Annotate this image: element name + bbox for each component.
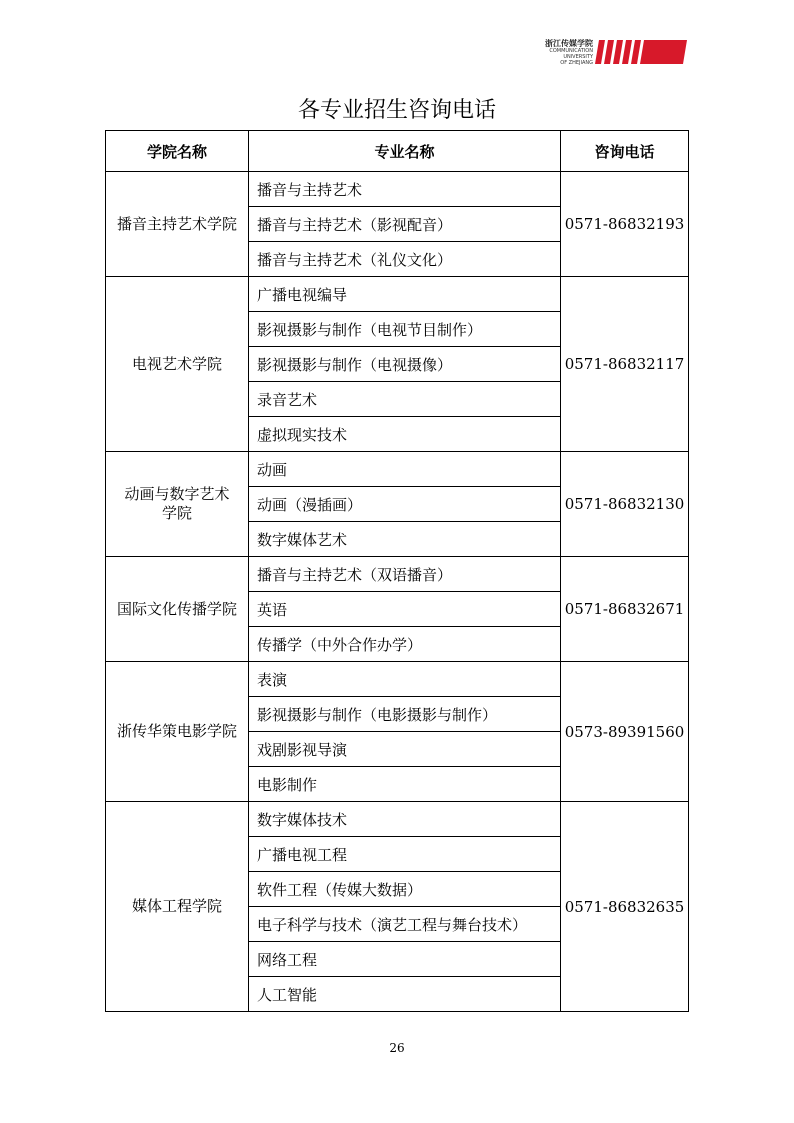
college-name: 媒体工程学院	[106, 802, 249, 1012]
table-header-row	[106, 131, 689, 172]
major-name: 人工智能	[249, 977, 561, 1012]
column-header-major: 专业名称	[249, 131, 561, 172]
major-name: 电子科学与技术（演艺工程与舞台技术）	[249, 907, 561, 942]
major-name: 数字媒体技术	[249, 802, 561, 837]
page-title: 各专业招生咨询电话	[297, 98, 496, 123]
contact-table	[105, 130, 689, 1012]
logo-en-line: COMMUNICATION	[549, 48, 593, 54]
table-row	[106, 277, 689, 312]
table-row	[106, 802, 689, 837]
major-name: 影视摄影与制作（电影摄影与制作）	[249, 697, 561, 732]
major-name: 传播学（中外合作办学）	[249, 627, 561, 662]
logo-emblem-icon	[595, 38, 687, 64]
major-name: 影视摄影与制作（电视摄像）	[249, 347, 561, 382]
table-row	[106, 557, 689, 592]
major-name: 动画	[249, 452, 561, 487]
major-name: 英语	[249, 592, 561, 627]
college-name	[106, 452, 249, 557]
phone-number: 0573-89391560	[561, 662, 689, 802]
college-name: 国际文化传播学院	[106, 557, 249, 662]
table-row	[106, 662, 689, 697]
logo-english-name	[531, 48, 593, 66]
phone-number: 0571-86832193	[561, 172, 689, 277]
major-name: 录音艺术	[249, 382, 561, 417]
college-name: 播音主持艺术学院	[106, 172, 249, 277]
major-name: 戏剧影视导演	[249, 732, 561, 767]
logo-chinese-name: 浙江传媒学院	[545, 38, 593, 48]
college-name-text: 动画与数字艺术学院	[124, 485, 230, 522]
column-header-college: 学院名称	[106, 131, 249, 172]
logo-en-line: UNIVERSITY	[563, 54, 593, 60]
phone-number: 0571-86832117	[561, 277, 689, 452]
college-name: 浙传华策电影学院	[106, 662, 249, 802]
major-name: 影视摄影与制作（电视节目制作）	[249, 312, 561, 347]
logo-en-line: OF ZHEJIANG	[560, 60, 593, 66]
major-name: 电影制作	[249, 767, 561, 802]
major-name: 动画（漫插画）	[249, 487, 561, 522]
major-name: 网络工程	[249, 942, 561, 977]
column-header-phone: 咨询电话	[561, 131, 689, 172]
major-name: 表演	[249, 662, 561, 697]
major-name: 广播电视工程	[249, 837, 561, 872]
phone-number: 0571-86832671	[561, 557, 689, 662]
major-name: 播音与主持艺术（双语播音）	[249, 557, 561, 592]
major-name: 虚拟现实技术	[249, 417, 561, 452]
major-name: 播音与主持艺术（影视配音）	[249, 207, 561, 242]
major-name: 软件工程（传媒大数据）	[249, 872, 561, 907]
phone-number: 0571-86832635	[561, 802, 689, 1012]
university-logo	[531, 38, 689, 70]
major-name: 广播电视编导	[249, 277, 561, 312]
phone-number: 0571-86832130	[561, 452, 689, 557]
table-row	[106, 452, 689, 487]
page-number: 26	[389, 1041, 405, 1055]
college-name: 电视艺术学院	[106, 277, 249, 452]
major-name: 播音与主持艺术	[249, 172, 561, 207]
major-name: 播音与主持艺术（礼仪文化）	[249, 242, 561, 277]
major-name: 数字媒体艺术	[249, 522, 561, 557]
table-row	[106, 172, 689, 207]
